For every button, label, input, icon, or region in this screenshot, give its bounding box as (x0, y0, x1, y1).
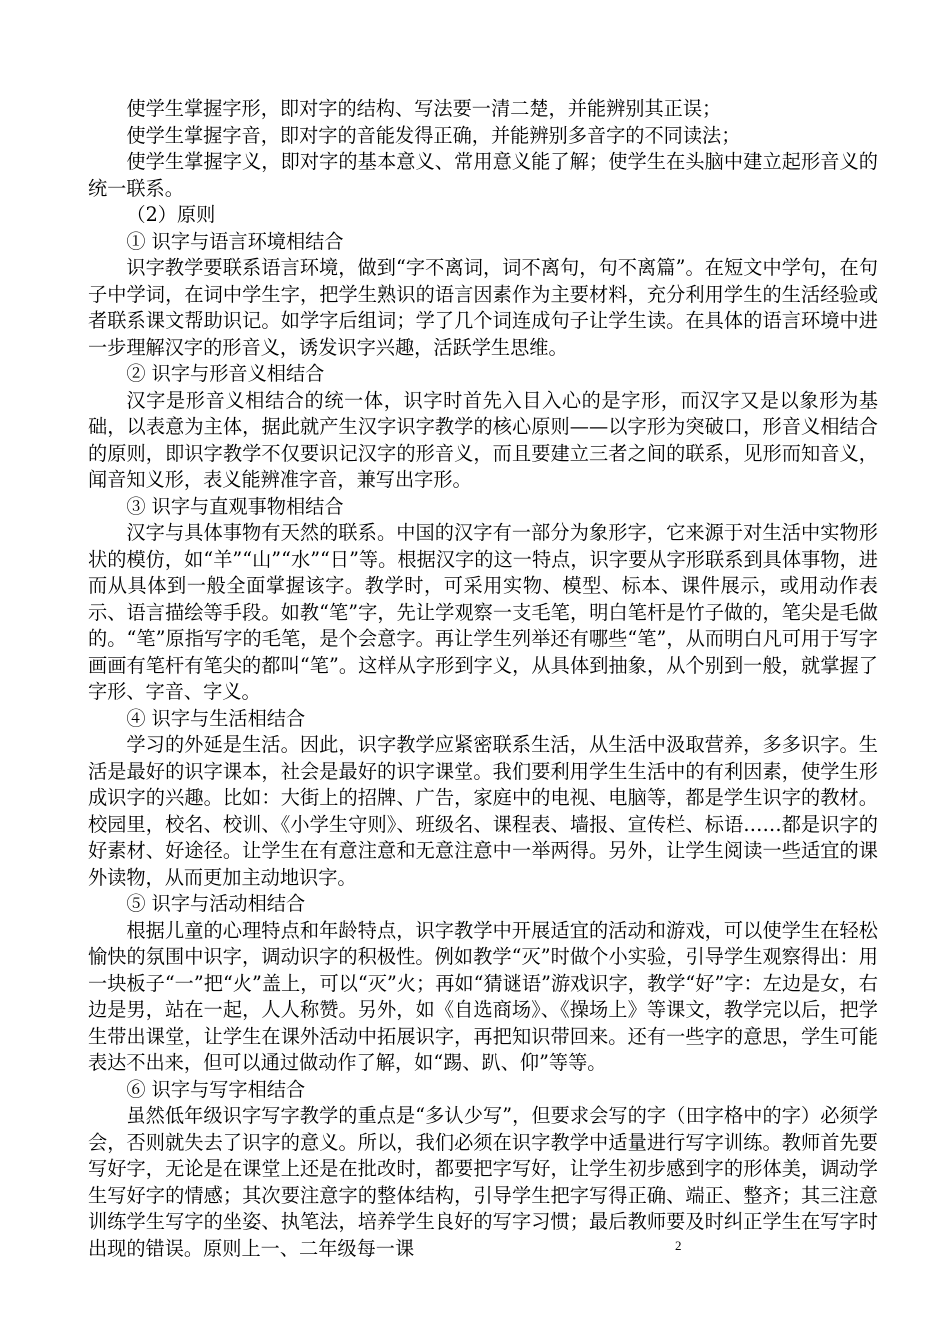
subheading-principle-1: ① 识字与语言环境相结合 (126, 229, 344, 253)
subheading-principle-5: ⑤ 识字与活动相结合 (126, 892, 306, 915)
section-heading-principles: （2）原则 (126, 203, 216, 226)
paragraph-principle-1: 识字教学要联系语言环境，做到“字不离词，词不离句，句不离篇”。在短文中学句，在句子中学词，在词中学生字，把学生熟识的语言因素作为主要材料，充分利用学生的生活经验或者联系课文帮助识记。如学字后组词；学了几个词连成句子让学生读。在具体的语言环境中进一步理解汉字的形音义，诱发识字兴趣，活跃学生思维。 (88, 256, 878, 359)
paragraph-principle-5: 根据儿童的心理特点和年龄特点，识字教学中开展适宜的活动和游戏，可以使学生在轻松愉快的氛围中识字，调动识字的积极性。例如教学“灭”时做个小实验，引导学生观察得出：用一块板子“一”把“火”盖上，可以“灭”火；再如“猜谜语”游戏识字，教学“好”字：左边是女，右边是男，站在一起，人人称赞。另外，如《自选商场》、《操场上》等课文，教学完以后，把学生带出课堂，让学生在课外活动中拓展识字，再把知识带回来。还有一些字的意思，学生可能表达不出来，但可以通过做动作了解，如“踢、趴、仰”等等。 (88, 918, 878, 1074)
page-number: 2 (675, 1238, 682, 1253)
paragraph-meaning-mastery: 使学生掌握字义，即对字的基本意义、常用意义能了解；使学生在头脑中建立起形音义的统一联系。 (88, 150, 878, 200)
paragraph-principle-2: 汉字是形音义相结合的统一体，识字时首先入目入心的是字形，而汉字又是以象形为基础，以表意为主体，据此就产生汉字识字教学的核心原则——以字形为突破口，形音义相结合的原则，即识字教学不仅要识记汉字的形音义，而且要建立三者之间的联系，见形而知音义，闻音知义形，表义能辨准字音，兼写出字形。 (88, 388, 878, 491)
paragraph-principle-6: 虽然低年级识字写字教学的重点是“多认少写”，但要求会写的字（田字格中的字）必须学会，否则就失去了识字的意义。所以，我们必须在识字教学中适量进行写字训练。教师首先要写好字，无论是在课堂上还是在批改时，都要把字写好，让学生初步感到字的形体美，调动学生写好字的情感；其次要注意字的整体结构，引导学生把字写得正确、端正、整齐；其三注意训练学生写字的坐姿、执笔法，培养学生良好的写字习惯；最后教师要及时纠正学生在写字时出现的错误。原则上一、二年级每一课 (88, 1104, 878, 1260)
body-text (88, 96, 878, 1262)
paragraph-glyph-mastery: 使学生掌握字形，即对字的结构、写法要一清二楚，并能辨别其正误； (126, 97, 722, 120)
subheading-principle-4: ④ 识字与生活相结合 (126, 706, 306, 730)
subheading-principle-2: ② 识字与形音义相结合 (126, 362, 325, 385)
paragraph-principle-4: 学习的外延是生活。因此，识字教学应紧密联系生活，从生活中汲取营养，多多识字。生活是最好的识字课本，社会是最好的识字课堂。我们要利用学生生活中的有利因素，使学生形成识字的兴趣。比如：大街上的招牌、广告，家庭中的电视、电脑等，都是学生识字的教材。校园里，校名、校训、《小学生守则》、班级名、课程表、墙报、宣传栏、标语……都是识字的好素材、好途径。让学生在有意注意和无意注意中一举两得。另外，让学生阅读一些适宜的课外读物，从而更加主动地识字。 (88, 733, 878, 889)
paragraph-sound-mastery: 使学生掌握字音，即对字的音能发得正确，并能辨别多音字的不同读法； (126, 123, 741, 147)
subheading-principle-6: ⑥ 识字与写字相结合 (126, 1077, 306, 1101)
paragraph-principle-3: 汉字与具体事物有天然的联系。中国的汉字有一部分为象形字，它来源于对生活中实物形状的模仿，如“羊”“山”“水”“日”等。根据汉字的这一特点，识字要从字形联系到具体事物，进而从具体到一般全面掌握该字。教学时，可采用实物、模型、标本、课件展示，或用动作表示、语言描绘等手段。如教“笔”字，先让学观察一支毛笔，明白笔杆是竹子做的，笔尖是毛做的。“笔”原指写字的毛笔，是个会意字。再让学生列举还有哪些“笔”，从而明白凡可用于写字画画有笔杆有笔尖的都叫“笔”。这样从字形到字义，从具体到抽象，从个别到一般，就掌握了字形、字音、字义。 (88, 521, 878, 703)
subheading-principle-3: ③ 识字与直观事物相结合 (126, 494, 344, 518)
